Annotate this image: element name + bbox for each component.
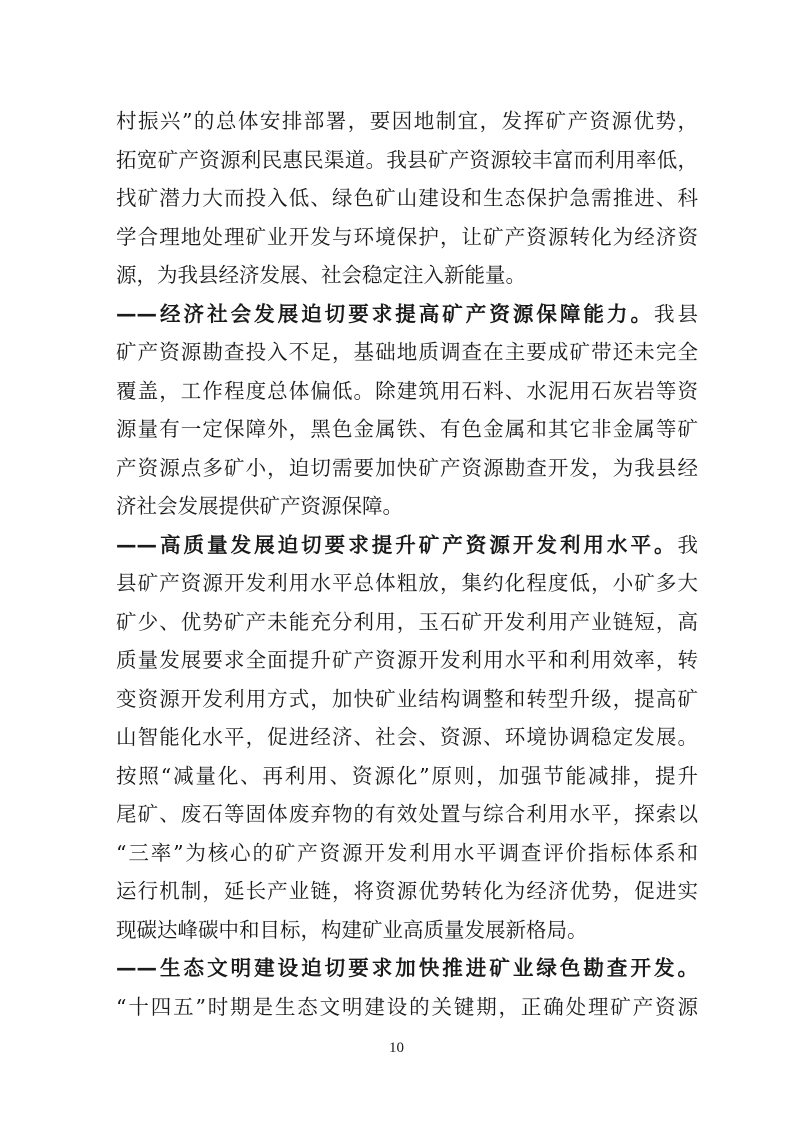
section-heading-line xyxy=(116,295,698,334)
section-heading: ——高质量发展迫切要求提升矿产资源开发利用水平。 xyxy=(116,532,678,557)
body-text xyxy=(116,102,698,1026)
text-line: 按照“减量化、再利用、资源化”原则，加强节能减排，提升 xyxy=(116,763,698,788)
section-heading-line xyxy=(116,526,698,565)
text-line: 源量有一定保障外，黑色金属铁、有色金属和其它非金属等矿 xyxy=(116,417,698,441)
text-line: 矿产资源勘查投入不足，基础地质调查在主要成矿带还未完全 xyxy=(116,340,698,364)
text-line: “三率”为核心的矿产资源开发利用水平调查评价指标体系和 xyxy=(116,840,698,865)
text-line: 产资源点多矿小，迫切需要加快矿产资源勘查开发，为我县经 xyxy=(116,455,698,480)
text-line: “十四五”时期是生态文明建设的关键期，正确处理矿产资源 xyxy=(116,994,698,1019)
text-line: 济社会发展提供矿产资源保障。 xyxy=(116,494,403,518)
text-line: 运行机制，延长产业链，将资源优势转化为经济优势，促进实 xyxy=(116,879,698,903)
section-heading-line xyxy=(116,949,698,988)
section-heading: ——生态文明建设迫切要求加快推进矿业绿色勘查开发。 xyxy=(116,956,698,980)
text-line: 学合理地处理矿业开发与环境保护，让矿产资源转化为经济资 xyxy=(116,224,698,249)
section-heading-tail: 我县 xyxy=(653,301,699,326)
text-line: 县矿产资源开发利用水平总体粗放，集约化程度低，小矿多大 xyxy=(116,571,698,595)
text-line: 现碳达峰碳中和目标，构建矿业高质量发展新格局。 xyxy=(116,917,588,942)
text-line: 覆盖，工作程度总体偏低。除建筑用石料、水泥用石灰岩等资 xyxy=(116,378,698,403)
text-line: 拓宽矿产资源利民惠民渠道。我县矿产资源较丰富而利用率低， xyxy=(116,147,698,172)
text-line: 找矿潜力大而投入低、绿色矿山建设和生态保护急需推进、科 xyxy=(116,186,698,210)
text-line: 质量发展要求全面提升矿产资源开发利用水平和利用效率，转 xyxy=(116,648,698,672)
text-line: 源，为我县经济发展、社会稳定注入新能量。 xyxy=(116,263,526,287)
text-line: 变资源开发利用方式，加快矿业结构调整和转型升级，提高矿 xyxy=(116,686,698,711)
section-heading: ——经济社会发展迫切要求提高矿产资源保障能力。 xyxy=(116,301,654,326)
text-line: 矿少、优势矿产未能充分利用，玉石矿开发利用产业链短，高 xyxy=(116,609,698,634)
page-number: 10 xyxy=(389,1040,404,1056)
text-line: 村振兴”的总体安排部署，要因地制宜，发挥矿产资源优势， xyxy=(116,109,698,133)
text-line: 尾矿、废石等固体废弃物的有效处置与综合利用水平，探索以 xyxy=(116,802,698,826)
text-line: 山智能化水平，促进经济、社会、资源、环境协调稳定发展。 xyxy=(116,725,698,749)
section-heading-tail: 我 xyxy=(677,532,698,557)
